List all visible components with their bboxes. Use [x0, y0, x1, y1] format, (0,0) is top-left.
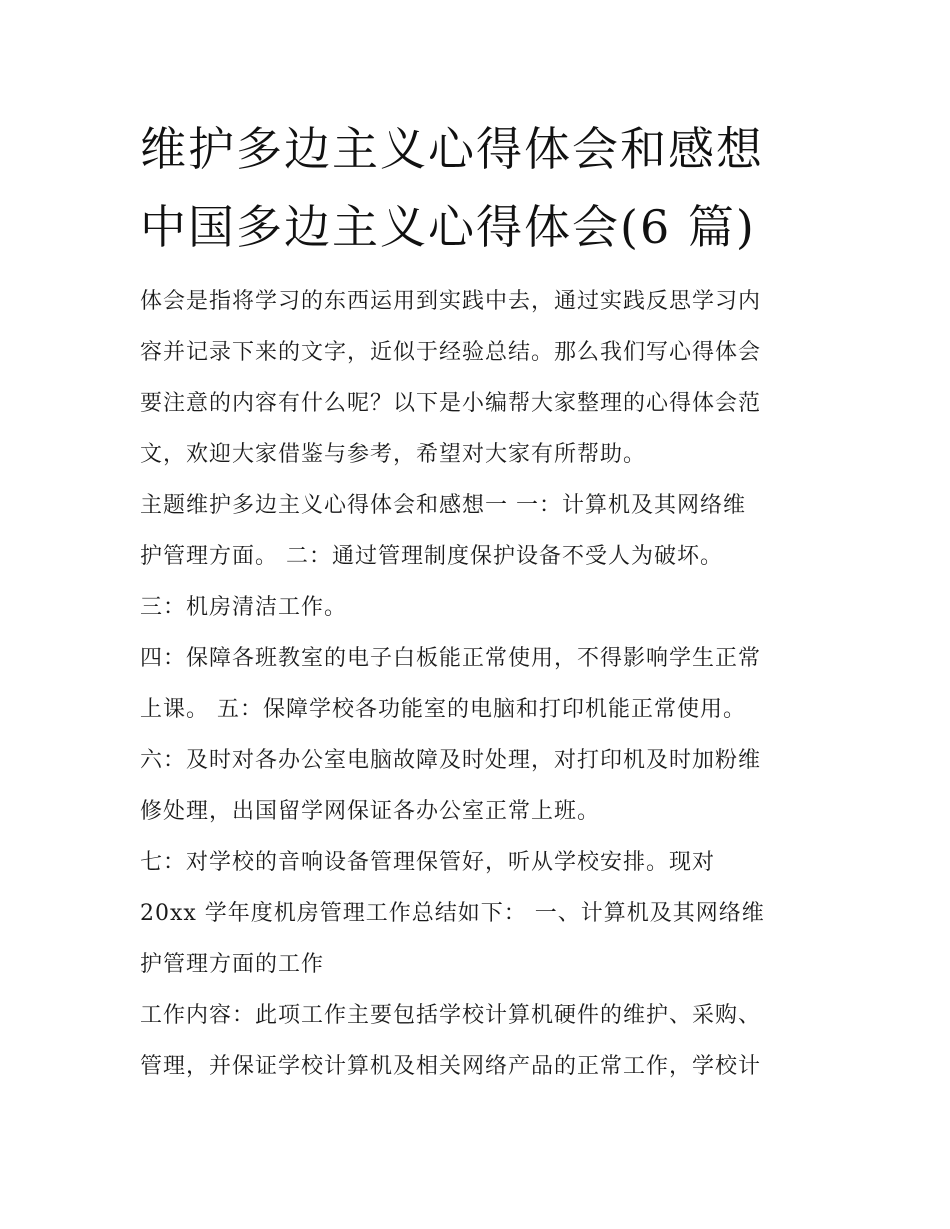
title-line-2: 中国多边主义心得体会(6 篇) [140, 200, 756, 254]
body-line: 主题维护多边主义心得体会和感想一 一：计算机及其网络维 [140, 493, 746, 518]
body-line: 管理，并保证学校计算机及相关网络产品的正常工作，学校计 [140, 1054, 762, 1079]
body-line: 20xx 学年度机房管理工作总结如下： 一、计算机及其网络维 [140, 901, 765, 926]
body-line: 六：及时对各办公室电脑故障及时处理，对打印机及时加粉维 [140, 748, 762, 773]
body-line: 四：保障各班教室的电子白板能正常使用，不得影响学生正常 [140, 646, 762, 671]
body-line: 体会是指将学习的东西运用到实践中去，通过实践反思学习内 [140, 289, 762, 314]
body-line: 修处理，出国留学网保证各办公室正常上班。 [140, 799, 601, 824]
body-line: 护管理方面的工作 [140, 952, 325, 977]
body-line: 三：机房清洁工作。 [140, 595, 348, 620]
document-body [140, 276, 820, 1092]
body-line: 上课。 五：保障学校各功能室的电脑和打印机能正常使用。 [140, 697, 746, 722]
body-line: 七：对学校的音响设备管理保管好，听从学校安排。现对 [140, 850, 716, 875]
body-line: 工作内容：此项工作主要包括学校计算机硬件的维护、采购、 [140, 1003, 762, 1028]
title-line-1: 维护多边主义心得体会和感想 [140, 122, 764, 176]
body-line: 要注意的内容有什么呢？以下是小编帮大家整理的心得体会范 [140, 391, 762, 416]
body-line: 护管理方面。 二：通过管理制度保护设备不受人为破坏。 [140, 544, 723, 569]
body-line: 容并记录下来的文字，近似于经验总结。那么我们写心得体会 [140, 340, 762, 365]
document-title [140, 110, 840, 266]
body-line: 文，欢迎大家借鉴与参考，希望对大家有所帮助。 [140, 442, 647, 467]
